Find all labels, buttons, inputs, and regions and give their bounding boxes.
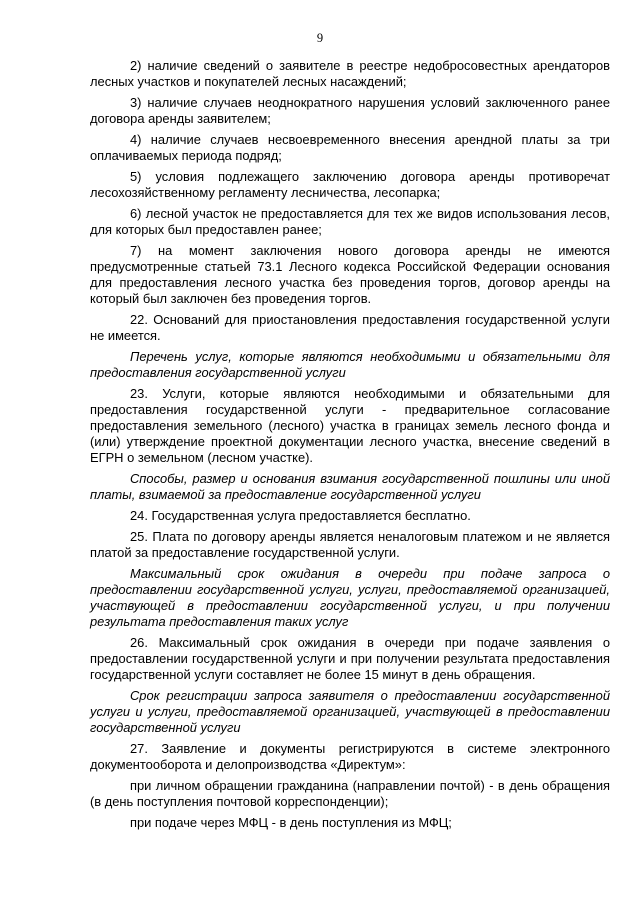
paragraph: 3) наличие случаев неоднократного нарушения условий заключенного ранее договора аренды заявителем; xyxy=(90,95,610,126)
paragraph: 6) лесной участок не предоставляется для тех же видов использования лесов, для которых был предоставлен ранее; xyxy=(90,206,610,237)
paragraph: при подаче через МФЦ - в день поступления из МФЦ; xyxy=(130,815,452,830)
paragraph: 22. Оснований для приостановления предоставления государственной услуги не имеется. xyxy=(90,312,610,343)
section-heading: Способы, размер и основания взимания государственной пошлины или иной платы, взимаемой за предоставление государственной услуги xyxy=(90,471,610,502)
document-body xyxy=(90,58,610,836)
section-heading: Максимальный срок ожидания в очереди при подаче запроса о предоставлении государственной услуги, услуги, предоставляемой организацией, участвующей в предоставлении государственной услуги, и при получении результата предоставления таких услуг xyxy=(90,566,610,629)
paragraph: 7) на момент заключения нового договора аренды не имеются предусмотренные статьей 73.1 Лесного кодекса Российской Федерации основания для предоставления лесного участка без проведения торгов, договор аренды на который был заключен без проведения торгов. xyxy=(90,243,610,306)
section-heading: Перечень услуг, которые являются необходимыми и обязательными для предоставления государственной услуги xyxy=(90,349,610,380)
paragraph: 4) наличие случаев несвоевременного внесения арендной платы за три оплачиваемых периода подряд; xyxy=(90,132,610,163)
paragraph: 2) наличие сведений о заявителе в реестре недобросовестных арендаторов лесных участков и покупателей лесных насаждений; xyxy=(90,58,610,89)
page-number: 9 xyxy=(316,31,324,45)
paragraph: при личном обращении гражданина (направлении почтой) - в день обращения (в день поступления почтовой корреспонденции); xyxy=(90,778,610,809)
paragraph: 27. Заявление и документы регистрируются в системе электронного документооборота и делопроизводства «Директум»: xyxy=(90,741,610,772)
paragraph: 23. Услуги, которые являются необходимыми и обязательными для предоставления государственной услуги - предварительное согласование предоставления земельного (лесного) участка в границах земель лесного фонда и (или) утверждение проектной документации лесного участка, внесение сведений в ЕГРН о земельном (лесном участке). xyxy=(90,386,610,465)
paragraph: 5) условия подлежащего заключению договора аренды противоречат лесохозяйственному регламенту лесничества, лесопарка; xyxy=(90,169,610,200)
paragraph: 26. Максимальный срок ожидания в очереди при подаче заявления о предоставлении государственной услуги и при получении результата предоставления государственной услуги составляет не более 15 минут в день обращения. xyxy=(90,635,610,682)
paragraph: 25. Плата по договору аренды является неналоговым платежом и не является платой за предоставление государственной услуги. xyxy=(90,529,610,560)
section-heading: Срок регистрации запроса заявителя о предоставлении государственной услуги и услуги, предоставляемой организацией, участвующей в предоставлении государственной услуги xyxy=(90,688,610,735)
paragraph: 24. Государственная услуга предоставляется бесплатно. xyxy=(130,508,471,523)
